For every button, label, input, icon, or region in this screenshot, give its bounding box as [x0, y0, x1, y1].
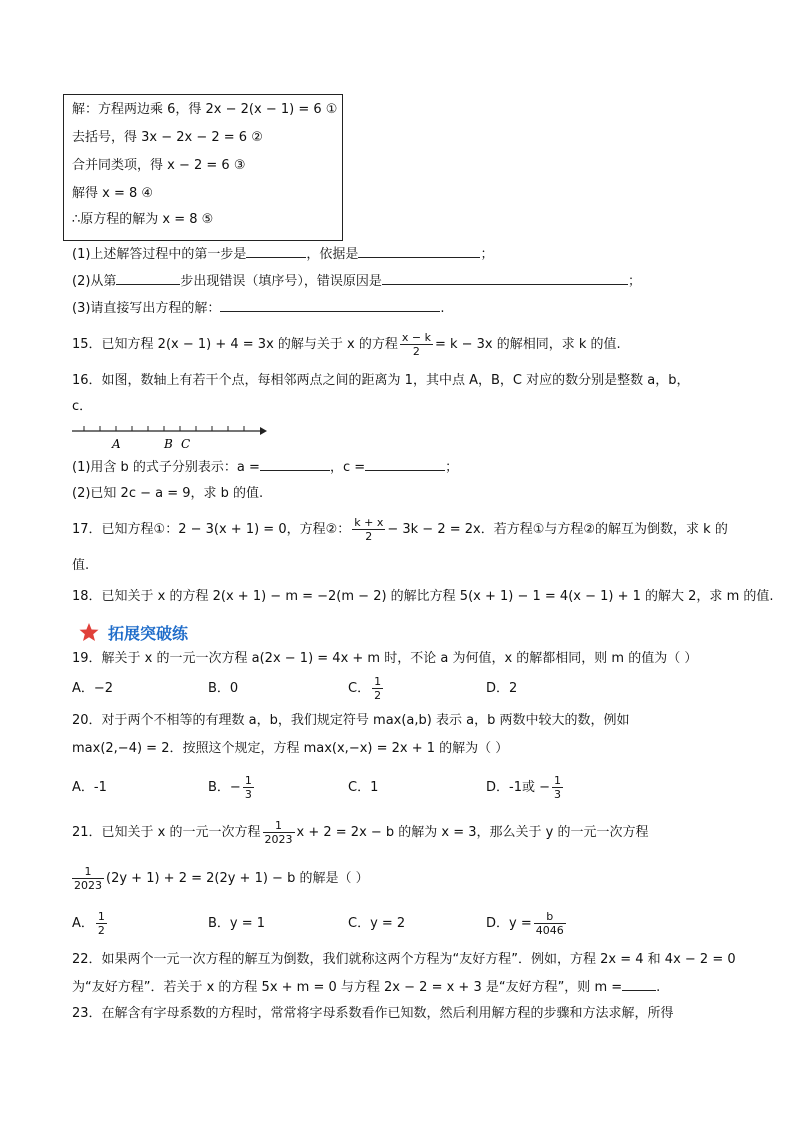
question-17-line2: 值.: [72, 558, 90, 573]
star-icon: [78, 622, 100, 642]
point-label-b: B: [164, 437, 173, 451]
q20-option-d[interactable]: D．-1或 − $\frac{1}{3}$: [486, 774, 561, 801]
solution-line-3: 合并同类项，得 x − 2 = 6 ③: [72, 158, 246, 173]
question-20-line1: 20．对于两个不相等的有理数 a，b，我们规定符号 max(a,b) 表示 a，b 两数中较大的数，例如: [72, 713, 630, 728]
answer-blank[interactable]: [382, 272, 628, 285]
q19-option-c[interactable]: C． $\frac{1}{2}$: [348, 675, 382, 702]
solution-line-2: 去括号，得 3x − 2x − 2 = 6 ②: [72, 130, 263, 145]
point-label-a: A: [112, 437, 121, 451]
question-17: 17．已知方程①：2 − 3(x + 1) = 0，方程②： $\frac{k + x}{2}$ − 3k − 2 = 2x．若方程①与方程②的解互为倒数，求 k 的: [72, 516, 728, 543]
question-21-line2: $\frac{1}{2023}$ (2y + 1) + 2 = 2(2y + 1) − b 的解是（ ）: [74, 865, 369, 892]
q16-part2: (2)已知 2c − a = 9，求 b 的值.: [72, 486, 264, 501]
q19-option-d[interactable]: D．2: [486, 681, 518, 696]
q20-option-a[interactable]: A．-1: [72, 780, 107, 795]
question-19: 19．解关于 x 的一元一次方程 a(2x − 1) = 4x + m 时，不论 a 为何值，x 的解都相同，则 m 的值为（ ）: [72, 651, 698, 666]
fraction: $\frac{b}{4046}$: [535, 910, 564, 937]
q14-part3: (3)请直接写出方程的解： .: [72, 301, 445, 316]
question-22-line1: 22．如果两个一元一次方程的解互为倒数，我们就称这两个方程为“友好方程”．例如，方程 2x = 4 和 4x − 2 = 0: [72, 952, 736, 967]
solution-line-1: 解：方程两边乘 6，得 2x − 2(x − 1) = 6 ①: [72, 102, 338, 117]
fraction: $\frac{1}{2}$: [374, 675, 382, 702]
q19-option-b[interactable]: B．0: [208, 681, 239, 696]
question-20-line2: max(2,−4) = 2．按照这个规定，方程 max(x,−x) = 2x + 1 的解为（ ）: [72, 741, 509, 756]
section-header: [78, 622, 188, 642]
answer-blank[interactable]: [358, 245, 480, 258]
q14-part2: (2)从第 步出现错误（填序号），错误原因是 ；: [72, 274, 641, 289]
fraction: $\frac{1}{2023}$: [74, 865, 102, 892]
question-15: 15．已知方程 2(x − 1) + 4 = 3x 的解与关于 x 的方程 $\frac{x - k}{2}$ = k − 3x 的解相同，求 k 的值.: [72, 331, 621, 358]
fraction: $\frac{1}{3}$: [244, 774, 252, 801]
q16-part1: (1)用含 b 的式子分别表示：a = ，c = ；: [72, 460, 459, 475]
question-22-line2: 为“友好方程”．若关于 x 的方程 5x + m = 0 与方程 2x − 2 = x + 3 是“友好方程”，则 m = .: [72, 980, 661, 995]
q20-option-b[interactable]: B．− $\frac{1}{3}$: [208, 774, 252, 801]
question-18: 18．已知关于 x 的方程 2(x + 1) − m = −2(m − 2) 的解比方程 5(x + 1) − 1 = 4(x − 1) + 1 的解大 2，求 m 的值.: [72, 589, 774, 604]
question-21-line1: 21．已知关于 x 的一元一次方程 $\frac{1}{2023}$ x + 2 = 2x − b 的解为 x = 3，那么关于 y 的一元一次方程: [72, 819, 649, 846]
fraction: $\frac{1}{2023}$: [264, 819, 293, 846]
q20-option-c[interactable]: C．1: [348, 780, 379, 795]
answer-blank[interactable]: [116, 272, 180, 285]
solution-box: [63, 94, 343, 241]
fraction: $\frac{x - k}{2}$: [401, 331, 431, 358]
fraction: $\frac{1}{3}$: [554, 774, 561, 801]
point-label-c: C: [181, 437, 191, 451]
answer-blank[interactable]: [260, 458, 330, 471]
answer-blank[interactable]: [622, 978, 656, 991]
question-16-line1: 16．如图，数轴上有若干个点，每相邻两点之间的距离为 1，其中点 A，B，C 对应的数分别是整数 a，b，: [72, 373, 690, 388]
solution-line-4: 解得 x = 8 ④: [72, 186, 154, 201]
answer-blank[interactable]: [365, 458, 445, 471]
number-line: [70, 420, 270, 452]
section-title: 拓展突破练: [108, 623, 189, 643]
q21-option-c[interactable]: C．y = 2: [348, 916, 406, 931]
q21-option-b[interactable]: B．y = 1: [208, 916, 266, 931]
question-16-line2: c．: [72, 399, 93, 414]
answer-blank[interactable]: [220, 299, 440, 312]
q21-option-a[interactable]: A． $\frac{1}{2}$: [72, 910, 105, 937]
answer-blank[interactable]: [246, 245, 306, 258]
fraction: $\frac{k + x}{2}$: [354, 516, 384, 543]
fraction: $\frac{1}{2}$: [97, 910, 105, 937]
question-23: 23．在解含有字母系数的方程时，常常将字母系数看作已知数，然后利用解方程的步骤和方法求解，所得: [72, 1006, 674, 1021]
solution-line-5: ∴原方程的解为 x = 8 ⑤: [72, 212, 214, 227]
q21-option-d[interactable]: D．y = $\frac{b}{4046}$: [486, 910, 564, 937]
q19-option-a[interactable]: A．−2: [72, 681, 114, 696]
q14-part1: (1)上述解答过程中的第一步是 ，依据是 ；: [72, 247, 494, 262]
